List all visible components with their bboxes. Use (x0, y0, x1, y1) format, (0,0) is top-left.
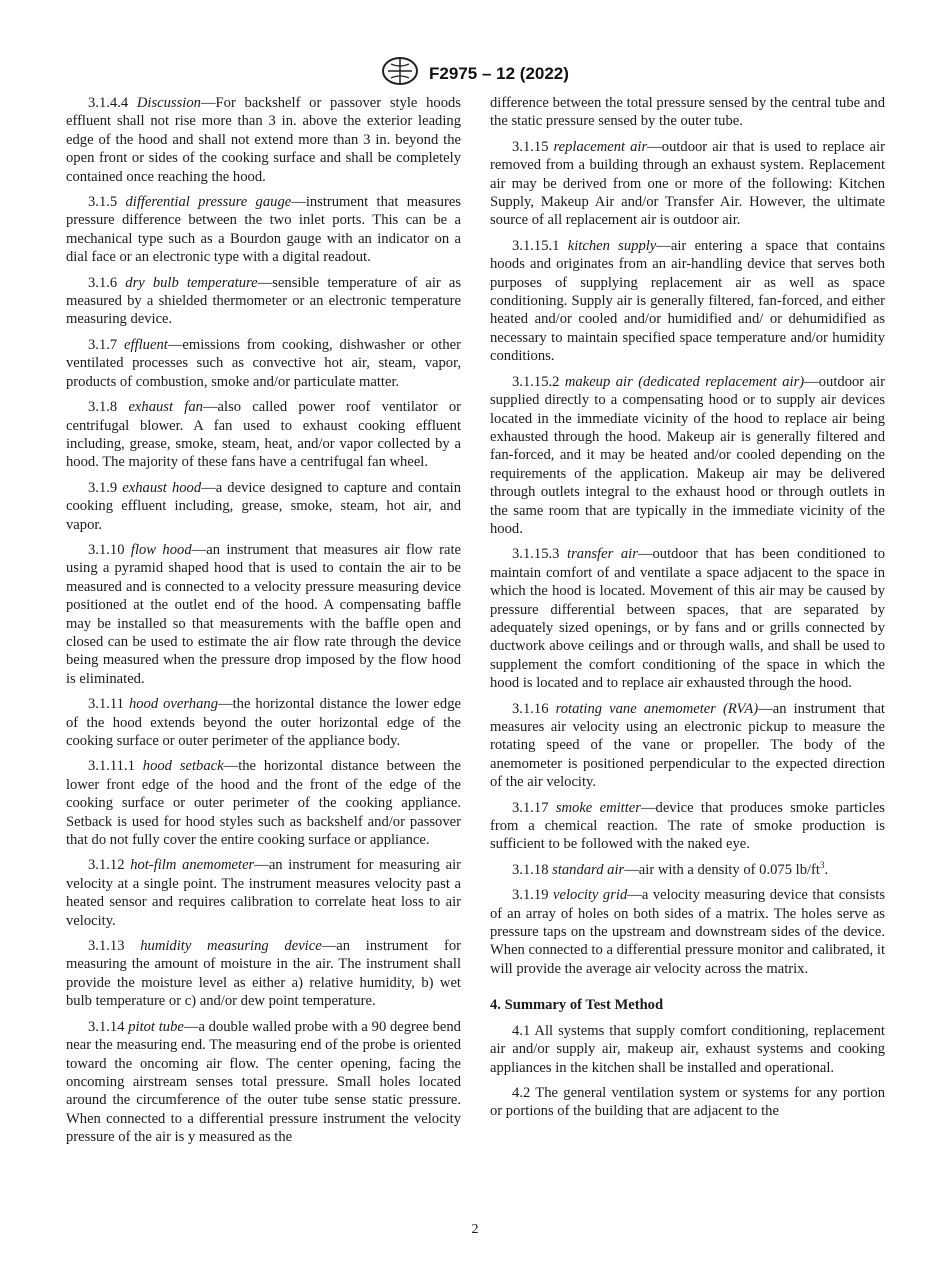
definition-paragraph: 3.1.15.1 kitchen supply—air entering a space that contains hoods and originates from an air-handling device that serves both purposes of supplying replacement air as well as space conditioning. Supply air is generally filtered, fan-forced, and either heated and/or cooled and/or humidified and/ or dehumidified as necessary to maintain specified space temperature and/or humidity conditions. (490, 237, 886, 365)
right-column (490, 94, 885, 1128)
definition-paragraph: 3.1.14 pitot tube—a double walled probe with a 90 degree bend near the measuring end. The measuring end of the probe is oriented toward the oncoming air flow. The center opening, facing the oncoming airstream senses total pressure. Small holes located around the circumference of the outer tube sense static pressure. When connected to a differential pressure instrument the velocity pressure of the air is y measured as the (66, 1018, 461, 1146)
definition-paragraph: 3.1.11 hood overhang—the horizontal distance the lower edge of the hood extends beyond the outer horizontal edge of the cooking surface or outer perimeter of the appliance body. (66, 696, 461, 749)
page-number: 2 (471, 1222, 479, 1237)
definition-paragraph: 3.1.8 exhaust fan—also called power roof ventilator or centrifugal blower. A fan used to exhaust cooking effluent including, grease, smoke, steam, heat, and/or vapor collected by a hood. The majority of these fans have a centrifugal fan wheel. (66, 399, 461, 471)
definition-paragraph: 3.1.15.2 makeup air (dedicated replacement air)—outdoor air supplied directly to a compensating hood or to supply air devices located in the immediate vicinity of the hood to replace air being exhausted through the hood. Makeup air is generally filtered and fan-forced, and it may be heated and/or cooled depending on the requirements of the application. Makeup air may be delivered through outlets integral to the exhaust hood or through outlets in the same room that are typically in the immediate vicinity of the hood. (490, 373, 885, 537)
definition-paragraph: 3.1.12 hot-film anemometer—an instrument for measuring air velocity at a single point. The instrument measures velocity past a heated sensor and requires calibration to correlate heat loss to air velocity. (66, 857, 461, 929)
section-paragraph: 4.1 All systems that supply comfort conditioning, replacement air and/or supply air, makeup air, exhaust systems and cooking appliances in the kitchen shall be installed and operational. (490, 1022, 885, 1076)
definition-paragraph: 3.1.5 differential pressure gauge—instrument that measures pressure difference between the two inlet ports. This can be a mechanical type such as a Bourdon gauge with an indicator on a dial face or an electronic type with a digital readout. (66, 194, 461, 266)
definition-paragraph: 3.1.13 humidity measuring device—an instrument for measuring the amount of moisture in the air. The instrument shall provide the moisture level as either a) relative humidity, b) wet bulb temperature or c) and/or dew point temperature. (66, 938, 461, 1010)
definition-paragraph: 3.1.9 exhaust hood—a device designed to capture and contain cooking effluent including, grease, smoke, steam, hot air, and vapor. (66, 479, 461, 533)
page-header (0, 56, 950, 91)
definition-paragraph: 3.1.19 velocity grid—a velocity measuring device that consists of an array of holes on both sides of a matrix. The holes serve as pressure taps on the upstream and downstream sides of the device. When connected to a differential pressure monitor and calibrated, it will provide the average air velocity across the matrix. (490, 887, 885, 977)
continued-paragraph: difference between the total pressure sensed by the central tube and the static pressure sensed by the outer tube. (490, 95, 885, 130)
definition-paragraph: 3.1.6 dry bulb temperature—sensible temperature of air as measured by a shielded thermometer or an electronic temperature measuring device. (66, 274, 462, 328)
astm-logo-icon (381, 56, 419, 91)
definition-paragraph: 3.1.15.3 transfer air—outdoor that has been conditioned to maintain comfort of and ventilate a space adjacent to the space in which the hood is located. Movement of this air may be caused by pressure differential between spaces, that are separated by adequately sized openings, or by fans and or grills connected by ductwork above ceilings and or through walls, and shall be used to supplement the comfort conditioning of the space in which the hood is located and to replace air exhausted through the hood. (490, 546, 886, 692)
definition-paragraph: 3.1.11.1 hood setback—the horizontal distance between the lower front edge of the hood and the front of the edge of the cooking surface or outer perimeter of the cooking appliance. Setback is used for hood styles such as backshelf and/or passover that do not fully cover the entire cooking surface or appliance. (66, 758, 461, 849)
definition-paragraph: 3.1.15 replacement air—outdoor air that is used to replace air removed from a building through an exhaust system. Replacement air may be derived from one or more of the following: Kitchen Supply, Makeup Air and/or Transfer Air. However, the ultimate source of all replacement air is outdoor air. (490, 138, 886, 229)
definition-paragraph: 3.1.7 effluent—emissions from cooking, dishwasher or other ventilated processes such as convective hot air, steam, vapor, products of combustion, smoke and/or particulate matter. (66, 336, 461, 390)
document-designation: F2975 – 12 (2022) (429, 63, 569, 83)
definition-paragraph: 3.1.16 rotating vane anemometer (RVA)—an instrument that measures air velocity using an electronic pickup to measure the rotating speed of the vane or propeller. The body of the anemometer is positioned perpendicular to the expected direction of the air velocity. (490, 700, 885, 791)
definition-paragraph: 3.1.10 flow hood—an instrument that measures air flow rate using a pyramid shaped hood that is used to contain the air to be measured and is connected to a velocity pressure measuring device positioned at the outlet end of the hood. A compensating baffle may be installed so that measurements with the baffle open and closed can be used to estimate the air flow rate through the device being measured when the pressure drop imposed by the flow hood is eliminated. (66, 541, 461, 687)
left-column (66, 94, 461, 1154)
definition-paragraph: 3.1.4.4 Discussion—For backshelf or passover style hoods effluent shall not rise more than 3 in. above the exterior leading edge of the hood and shall not extend more than 3 in. beyond the open front or sides of the cooking surface and shall be completely contained once reaching the hood. (66, 95, 461, 185)
section-paragraph: 4.2 The general ventilation system or systems for any portion or portions of the building that are adjacent to the (490, 1084, 885, 1120)
definition-paragraph: 3.1.18 standard air—air with a density of 0.075 $lb/ft^3$. (512, 859, 829, 878)
section-heading: 4. Summary of Test Method (490, 997, 664, 1014)
definition-paragraph: 3.1.17 smoke emitter—device that produces smoke particles from a chemical reaction. The rate of smoke production is sufficient to be followed with the naked eye. (490, 799, 885, 853)
